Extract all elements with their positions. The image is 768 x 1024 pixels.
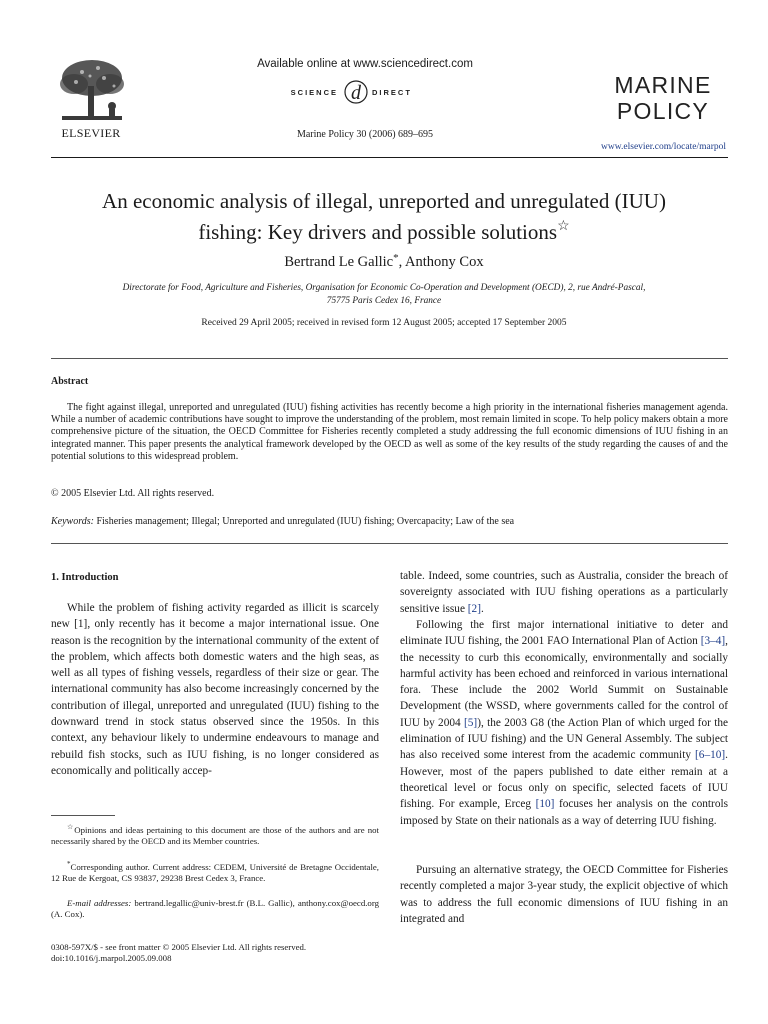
section-heading-introduction: 1. Introduction — [51, 572, 119, 583]
reference-link[interactable]: [10] — [535, 798, 555, 811]
journal-name-line1: MARINE — [614, 72, 712, 98]
footnote-opinions — [51, 822, 379, 848]
journal-citation: Marine Policy 30 (2006) 689–695 — [296, 129, 434, 140]
affiliation-line2: 75775 Paris Cedex 16, France — [326, 296, 442, 306]
intro-text-segment: Following the first major international initiative to deter and eliminate IUU fishing, the 2001 FAO International Plan of Action — [400, 619, 728, 648]
email-list[interactable]: bertrand.legallic@univ-brest.fr (B.L. Gallic), anthony.cox@oecd.org (A. Cox). — [51, 898, 379, 920]
keywords-label: Keywords: — [51, 516, 94, 527]
journal-name — [598, 72, 728, 124]
footnote-divider — [51, 815, 115, 816]
journal-url-link[interactable]: www.elsevier.com/locate/marpol — [601, 142, 726, 152]
keywords-divider — [51, 543, 728, 544]
intro-paragraph-1-continued — [400, 568, 728, 617]
affiliation — [60, 282, 708, 308]
abstract-copyright: © 2005 Elsevier Ltd. All rights reserved. — [51, 488, 215, 499]
abstract-top-divider — [51, 358, 728, 359]
keywords — [51, 516, 728, 527]
sciencedirect-logo — [260, 78, 470, 106]
intro-text-segment: , the necessity to curb this economically, environmentally and socially harmful activity has been echoed and reinforced in various international fora. These include the 2002 World Summit on Sustainable Development (the WSSD, where governments called for the control of IUU by 2004 — [400, 635, 728, 729]
email-label: E-mail addresses: — [67, 898, 132, 908]
issn-line: 0308-597X/$ - see front matter © 2005 Elsevier Ltd. All rights reserved. — [51, 942, 307, 952]
footnote-text: Corresponding author. Current address: CEDEM, Université de Bretagne Occidentale, 12 Rue de Kergoat, CS 93837, 29238 Brest Cedex 3, France. — [51, 862, 379, 884]
corresponding-author-mark[interactable]: * — [393, 252, 399, 264]
intro-paragraph-1: While the problem of fishing activity regarded as illicit is scarcely new [1], only recently has it become a major international issue. One reason is the recognition by the international community of the extent of the problem, which affects both domestic waters and the high seas, as well as all types of fishing vessels, regardless of their size or gear. The international community has also become increasingly concerned by the contribution of illegal, unreported and unregulated (IUU) fishing to the downward trend in stock status observed since the 1950s. In this context, any behaviour likely to undermine endeavours to manage and rebuild fish stocks, such as IUU fishing, is no longer considered as economically and politically accep- — [51, 602, 379, 777]
sd-left-text: SCIENCE — [290, 88, 338, 97]
article-title — [40, 188, 728, 245]
intro-text-segment: table. Indeed, some countries, such as Australia, consider the breach of sovereignty associated with IUU fishing operations as a particularly sensitive issue — [400, 570, 728, 615]
footnote-text: Opinions and ideas pertaining to this document are those of the authors and are not necessarily shared by the OECD and its Member countries. — [51, 825, 379, 847]
reference-link[interactable]: [2] — [467, 602, 481, 615]
article-title-line2: fishing: Key drivers and possible solutions — [198, 220, 558, 244]
author-list — [40, 252, 728, 271]
intro-text-segment: focuses her analysis on the controls imposed by State on their nationals as a way of deterring IUU fishing. — [400, 798, 729, 827]
issn-doi-block — [51, 942, 379, 965]
available-online-text: Available online at www.sciencedirect.com — [257, 58, 473, 70]
abstract-heading: Abstract — [51, 376, 89, 387]
reference-link[interactable]: [5] — [464, 716, 478, 729]
intro-paragraph-2 — [400, 617, 728, 829]
received-dates: Received 29 April 2005; received in revised form 12 August 2005; accepted 17 September 2005 — [201, 318, 567, 328]
intro-paragraph-3: Pursuing an alternative strategy, the OECD Committee for Fisheries recently completed a major 3-year study, the explicit objective of which was to address the full economic dimensions of IUU fishing in an integrated and — [400, 864, 728, 925]
publisher-name: ELSEVIER — [61, 126, 121, 140]
sd-mid-text: d — [351, 82, 361, 104]
footnote-email-addresses — [51, 898, 379, 921]
footnote-star-mark: ☆ — [67, 823, 75, 831]
footnote-corresponding-author — [51, 859, 379, 885]
intro-text-segment: . — [480, 602, 484, 615]
article-title-line1: An economic analysis of illegal, unreported and unregulated (IUU) — [102, 189, 666, 213]
author-2: , Anthony Cox — [398, 254, 484, 270]
doi-link[interactable]: doi:10.1016/j.marpol.2005.09.008 — [51, 953, 172, 964]
intro-text-segment: . However, most of the papers published to date either remain at a theoretical level or focus only on specific, selected facets of IUU fishing. For example, Erceg — [400, 749, 728, 811]
sd-right-text: DIRECT — [372, 88, 412, 97]
author-1: Bertrand Le Gallic — [284, 254, 394, 270]
intro-text-segment: ), the 2003 G8 (the Action Plan of which urged for the elimination of IUU fishing) and the UN General Assembly. The subject has also received some interest from the academic community — [400, 716, 728, 762]
affiliation-line1: Directorate for Food, Agriculture and Fisheries, Organisation for Economic Co-Operation and Development (OECD), 2, rue André-Pascal, — [122, 283, 646, 293]
journal-name-line2: POLICY — [616, 98, 710, 124]
footnote-asterisk-mark: * — [67, 860, 71, 868]
header-divider — [51, 157, 728, 158]
abstract-text: The fight against illegal, unreported and unregulated (IUU) fishing activities has recently become a high priority in the international fisheries management agenda. While a number of academic contributions have sought to improve the understanding of the problem, most remain limited in scope. To help policy makers obtain a more comprehensive picture of the situation, the OECD Committee for Fisheries recently completed a study addressing the full economic dimensions of IUU fishing in an integrated manner. This paper presents the analytical framework developed by the OECD as well as some of the key results of the study regarding the causes of and the potential solutions to this widespread problem. — [51, 402, 728, 462]
reference-link[interactable]: [3–4] — [700, 635, 726, 648]
title-footnote-star[interactable]: ☆ — [557, 219, 570, 234]
keywords-list: Fisheries management; Illegal; Unreported and unregulated (IUU) fishing; Overcapacity; Law of the sea — [93, 516, 515, 527]
elsevier-tree-logo — [52, 56, 130, 126]
reference-link[interactable]: [6–10] — [695, 749, 726, 762]
